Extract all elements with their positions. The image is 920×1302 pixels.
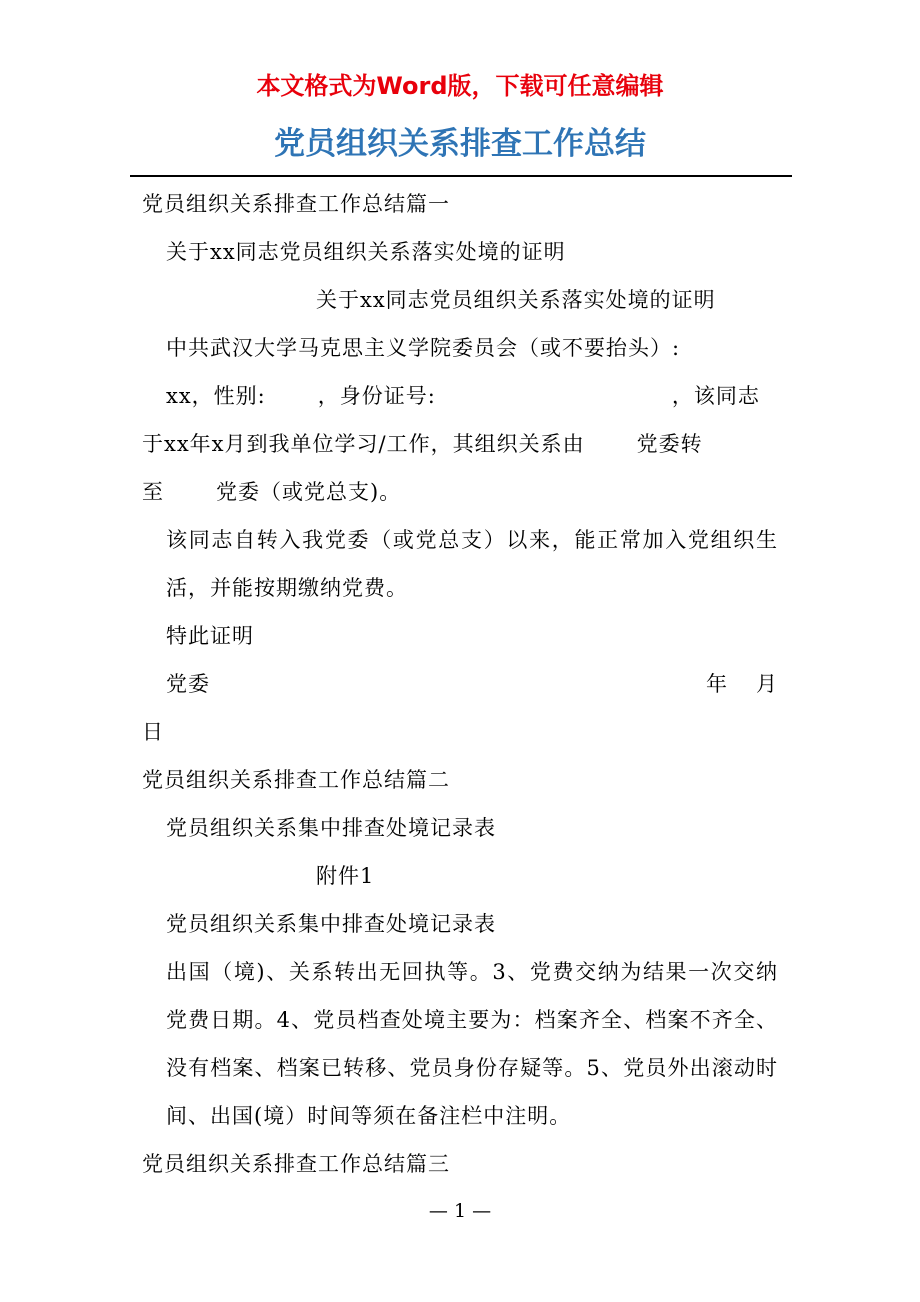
certificate-title: 关于xx同志党员组织关系落实处境的证明 <box>316 288 716 312</box>
transfer-text: 于xx年x月到我单位学习/工作，其组织关系由 <box>142 432 585 456</box>
certificate-transfer-line <box>142 420 778 468</box>
page-number: — 1 — <box>428 1200 492 1222</box>
certificate-subtitle: 关于xx同志党员组织关系落实处境的证明 <box>166 240 566 264</box>
record-table-title: 党员组织关系集中排查处境记录表 <box>166 912 496 936</box>
section-heading-1: 党员组织关系排查工作总结篇一 <box>142 192 450 216</box>
name-gender-label: xx，性别: <box>166 384 266 408</box>
signature-committee: 党委 <box>166 672 210 696</box>
attachment-label: 附件1 <box>316 864 375 888</box>
record-table-notes: 出国（境)、关系转出无回执等。3、党费交纳为结果一次交纳党费日期。4、党员档查处境主要为：档案齐全、档案不齐全、没有档案、档案已转移、党员身份存疑等。5、党员外出滚动时间、出国(境）时间等须在备注栏中注明。 <box>166 960 778 1128</box>
certificate-transfer-target <box>142 468 778 516</box>
id-number-label: ，身份证号: <box>317 384 436 408</box>
date-day: 日 <box>142 720 164 744</box>
record-table-subtitle: 党员组织关系集中排查处境记录表 <box>166 816 496 840</box>
date-year: 年 <box>706 672 728 696</box>
certificate-addressee: 中共武汉大学马克思主义学院委员会（或不要抬头）: <box>166 336 681 360</box>
date-month: 月 <box>756 672 778 696</box>
certificate-identity-line <box>142 372 778 420</box>
section-heading-2: 党员组织关系排查工作总结篇二 <box>142 768 450 792</box>
signature-date <box>706 660 778 708</box>
transfer-from: 党委转 <box>636 432 703 456</box>
document-body <box>142 180 778 1188</box>
section-heading-3: 党员组织关系排查工作总结篇三 <box>142 1152 450 1176</box>
comrade-text: ，该同志 <box>671 384 760 408</box>
signature-line <box>142 660 778 708</box>
format-notice: 本文格式为Word版，下载可任意编辑 <box>256 72 664 100</box>
transfer-to-label: 至 <box>142 480 164 504</box>
certificate-closing: 特此证明 <box>166 624 254 648</box>
transfer-to-committee: 党委（或党总支)。 <box>216 480 402 504</box>
title-divider <box>130 175 792 177</box>
document-title: 党员组织关系排查工作总结 <box>274 126 646 162</box>
certificate-statement: 该同志自转入我党委（或党总支）以来，能正常加入党组织生活，并能按期缴纳党费。 <box>166 528 778 600</box>
